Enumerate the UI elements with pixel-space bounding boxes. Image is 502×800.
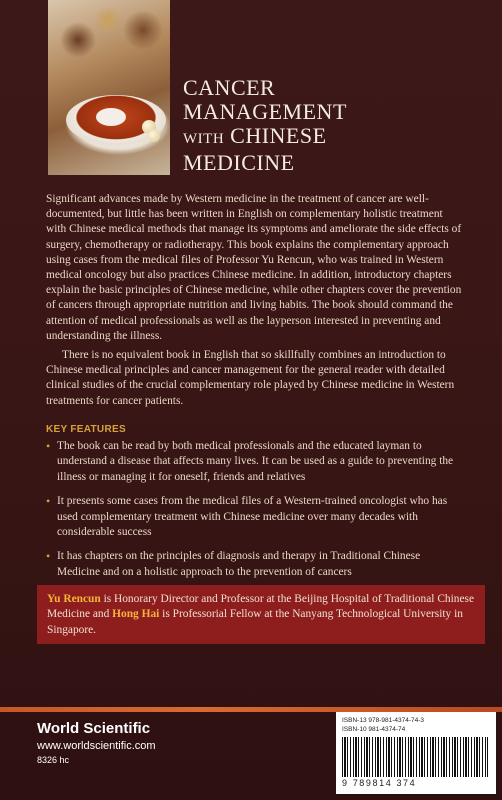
title-line-3 xyxy=(183,124,373,151)
title-line-1: CANCER xyxy=(183,75,276,100)
bullet-icon: • xyxy=(46,439,51,453)
publisher-code: 8326 hc xyxy=(37,755,70,765)
author-name-1: Yu Rencun xyxy=(47,593,101,605)
herb-bead xyxy=(148,130,160,142)
spoon xyxy=(96,108,126,126)
publisher-name: World Scientific xyxy=(37,720,151,737)
barcode-box xyxy=(336,712,496,794)
author-bio-1: is Honorary Director and Professor at the Beijing Hospital of Traditional Chinese Medicine and xyxy=(47,593,475,621)
description-paragraph-1: Significant advances made by Western medicine in the treatment of cancer are well-documented, but little has been written in English on complementary holistic treatment with Chinese medical methods that manage its symptoms and ameliorate the side effects of surgery, chemotherapy or radiotherapy. This book explains the complementary approach using cases from the medical files of Professor Yu Rencun, who was trained in Western medical oncology but also practices Chinese medicine. In addition, introductory chapters explain the basic principles of Chinese medicine, while other chapters cover the prevention of cancers through appropriate nutrition and living habits. The book should command the attention of medical professionals as well as the layperson interested in preventing and understanding the illness. xyxy=(46,193,462,342)
author-bio-2: is Professorial Fellow at the Nanyang Technological University in Singapore. xyxy=(47,608,463,636)
description xyxy=(46,192,462,409)
bullet-icon: • xyxy=(46,549,51,564)
author-name-2: Hong Hai xyxy=(112,608,160,621)
key-features-heading: KEY FEATURES xyxy=(46,424,126,435)
feature-text: It has chapters on the principles of diagnosis and therapy in Traditional Chinese Medicine and on a holistic approach to the prevention of cancers xyxy=(57,550,421,578)
feature-item xyxy=(46,439,464,485)
isbn-10: ISBN-10 981-4374-74 xyxy=(342,726,406,733)
title-line-2: MANAGEMENT xyxy=(183,99,347,124)
cover-photo-herbal-soup xyxy=(48,0,170,175)
author-bio-box xyxy=(37,585,485,644)
isbn-13: ISBN-13 978-981-4374-74-3 xyxy=(342,717,425,724)
key-features-list xyxy=(46,439,464,589)
title-chinese: CHINESE xyxy=(230,123,327,148)
book-title xyxy=(183,76,373,175)
title-with: WITH xyxy=(183,131,225,147)
barcode-bars xyxy=(342,737,488,777)
description-paragraph-2: There is no equivalent book in English that so skillfully combines an introduction to Chinese medical principles and cancer management for the general reader with detailed clinical studies of the crucial complementary role played by Chinese medicine in Western treatments for cancer patients. xyxy=(46,349,455,407)
feature-text: It presents some cases from the medical files of a Western-trained oncologist who has used complementary treatment with Chinese medicine over many decades with considerable success xyxy=(57,495,448,539)
title-line-4: MEDICINE xyxy=(183,150,295,175)
publisher-block xyxy=(37,720,156,767)
publisher-url: www.worldscientific.com xyxy=(37,740,156,752)
barcode-digits: 9 789814 374 xyxy=(342,778,417,788)
feature-text: The book can be read by both medical professionals and the educated layman to understand a disease that affects many lives. It can be used as a guide to preventing the illness or managing it for oneself, friends and relatives xyxy=(57,440,454,483)
feature-item xyxy=(46,549,464,580)
feature-item xyxy=(46,494,464,540)
bullet-icon: • xyxy=(46,494,51,509)
